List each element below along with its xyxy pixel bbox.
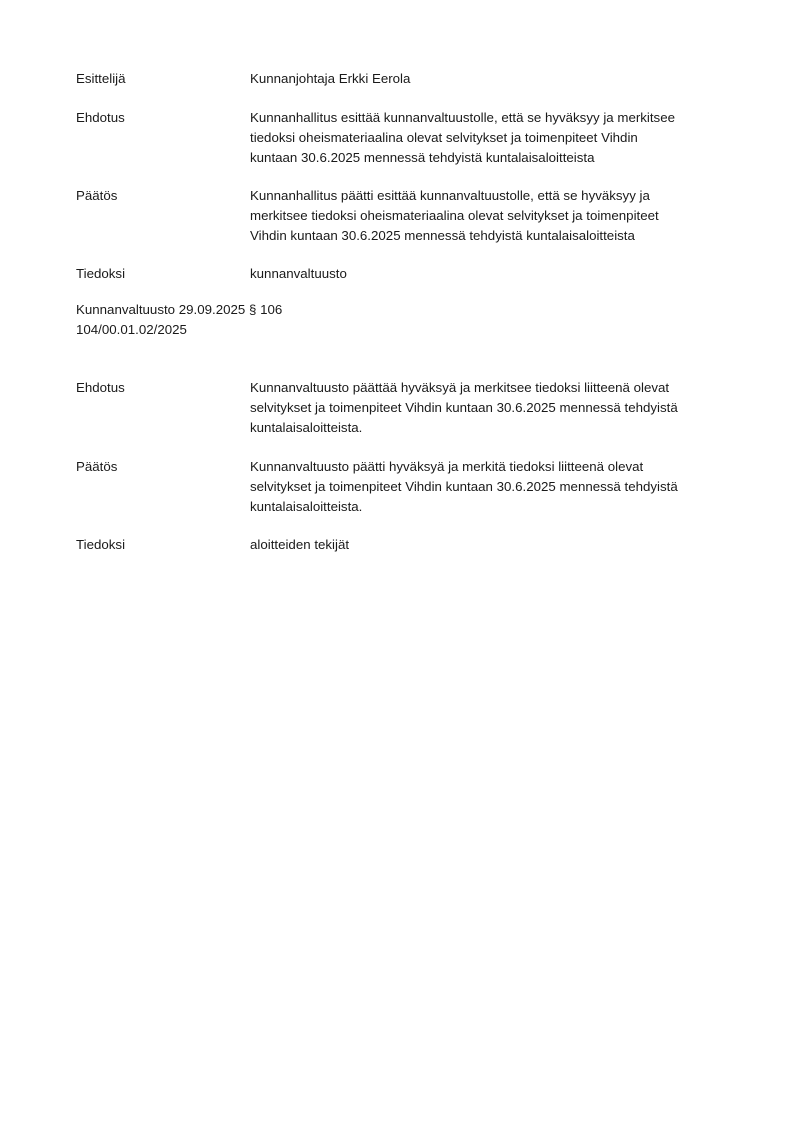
ehdotus-line: selvitykset ja toimenpiteet Vihdin kuntaan 30.6.2025 mennessä tehdyistä — [250, 400, 678, 415]
tiedoksi-label: Tiedoksi — [76, 537, 126, 552]
tiedoksi-line: kunnanvaltuusto — [250, 266, 347, 281]
ehdotus-content — [250, 378, 736, 438]
ehdotus-line: kuntalaisaloitteista. — [250, 420, 363, 435]
paatos-label: Päätös — [76, 459, 118, 474]
tiedoksi-row-1 — [76, 264, 736, 284]
ehdotus-line: kuntaan 30.6.2025 mennessä tehdyistä kuntalaisaloitteista — [250, 150, 595, 165]
tiedoksi-row-2 — [76, 535, 736, 555]
paatos-row-2 — [76, 457, 736, 517]
esittelija-label: Esittelijä — [76, 71, 126, 86]
ehdotus-row-2 — [76, 378, 736, 438]
paatos-line: Kunnanhallitus päätti esittää kunnanvaltuustolle, että se hyväksyy ja — [250, 188, 650, 203]
meeting-header: Kunnanvaltuusto 29.09.2025 § 106 — [76, 302, 283, 317]
tiedoksi-content — [250, 264, 736, 284]
paatos-line: Vihdin kuntaan 30.6.2025 mennessä tehdyistä kuntalaisaloitteista — [250, 228, 635, 243]
ehdotus-row-1 — [76, 108, 736, 168]
case-id: 104/00.01.02/2025 — [76, 322, 187, 337]
tiedoksi-content — [250, 535, 736, 555]
paatos-label: Päätös — [76, 188, 118, 203]
tiedoksi-line: aloitteiden tekijät — [250, 537, 350, 552]
esittelija-row — [76, 69, 736, 89]
tiedoksi-label: Tiedoksi — [76, 266, 126, 281]
esittelija-line: Kunnanjohtaja Erkki Eerola — [250, 71, 411, 86]
ehdotus-label: Ehdotus — [76, 380, 125, 395]
ehdotus-line: tiedoksi oheismateriaalina olevat selvitykset ja toimenpiteet Vihdin — [250, 130, 638, 145]
paatos-row-1 — [76, 186, 736, 246]
ehdotus-label: Ehdotus — [76, 110, 125, 125]
ehdotus-line: Kunnanhallitus esittää kunnanvaltuustolle, että se hyväksyy ja merkitsee — [250, 110, 676, 125]
ehdotus-content — [250, 108, 736, 168]
esittelija-content — [250, 69, 736, 89]
paatos-line: selvitykset ja toimenpiteet Vihdin kuntaan 30.6.2025 mennessä tehdyistä — [250, 479, 678, 494]
paatos-line: merkitsee tiedoksi oheismateriaalina olevat selvitykset ja toimenpiteet — [250, 208, 659, 223]
paatos-content — [250, 186, 736, 246]
paatos-content — [250, 457, 736, 517]
paatos-line: Kunnanvaltuusto päätti hyväksyä ja merkitä tiedoksi liitteenä olevat — [250, 459, 644, 474]
paatos-line: kuntalaisaloitteista. — [250, 499, 363, 514]
ehdotus-line: Kunnanvaltuusto päättää hyväksyä ja merkitsee tiedoksi liitteenä olevat — [250, 380, 670, 395]
